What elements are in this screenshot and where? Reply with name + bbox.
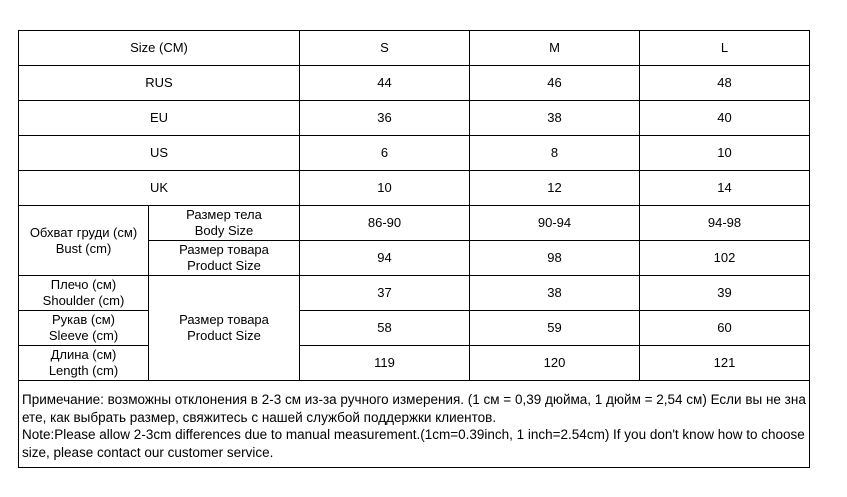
header-size-s: S	[300, 31, 470, 66]
cell-eu-m: 38	[470, 101, 640, 136]
bust-label	[19, 206, 149, 276]
header-size-m: M	[470, 31, 640, 66]
row-label-uk: UK	[19, 171, 300, 206]
table-row-sleeve	[19, 311, 810, 346]
cell-sleeve-l: 60	[640, 311, 810, 346]
table-row-eu	[19, 101, 810, 136]
body-size-label	[149, 206, 300, 241]
length-label	[19, 346, 149, 381]
cell-us-l: 10	[640, 136, 810, 171]
cell-bust-product-m: 98	[470, 241, 640, 276]
table-row-bust-body	[19, 206, 810, 241]
cell-shoulder-l: 39	[640, 276, 810, 311]
garment-product-size-label	[149, 276, 300, 381]
length-label-ru: Длина (см)	[50, 347, 117, 362]
cell-us-s: 6	[300, 136, 470, 171]
table-row-length	[19, 346, 810, 381]
cell-eu-l: 40	[640, 101, 810, 136]
cell-body-l: 94-98	[640, 206, 810, 241]
bust-product-size-label-ru: Размер товара	[179, 242, 269, 257]
shoulder-label-ru: Плечо (см)	[50, 277, 117, 292]
cell-rus-s: 44	[300, 66, 470, 101]
cell-sleeve-s: 58	[300, 311, 470, 346]
cell-bust-product-l: 102	[640, 241, 810, 276]
bust-label-en: Bust (cm)	[55, 240, 112, 256]
cell-length-l: 121	[640, 346, 810, 381]
cell-sleeve-m: 59	[470, 311, 640, 346]
cell-shoulder-s: 37	[300, 276, 470, 311]
cell-eu-s: 36	[300, 101, 470, 136]
garment-product-size-label-ru: Размер товара	[179, 312, 269, 327]
cell-shoulder-m: 38	[470, 276, 640, 311]
sleeve-label	[19, 311, 149, 346]
header-row	[19, 31, 810, 66]
cell-rus-l: 48	[640, 66, 810, 101]
bust-product-size-label-en: Product Size	[187, 258, 261, 273]
length-label-en: Length (cm)	[48, 363, 119, 378]
note-text-en: Note:Please allow 2-3cm differences due to manual measurement.(1cm=0.39inch, 1 inch=2.54cm) If you don't know how to choose size, please contact our customer service.	[22, 427, 805, 460]
shoulder-label	[19, 276, 149, 311]
note-cell	[19, 381, 810, 468]
cell-uk-l: 14	[640, 171, 810, 206]
cell-bust-product-s: 94	[300, 241, 470, 276]
cell-length-s: 119	[300, 346, 470, 381]
cell-rus-m: 46	[470, 66, 640, 101]
garment-product-size-label-en: Product Size	[187, 328, 261, 343]
table-row-us	[19, 136, 810, 171]
sleeve-label-en: Sleeve (cm)	[48, 328, 119, 343]
row-label-eu: EU	[19, 101, 300, 136]
row-label-rus: RUS	[19, 66, 300, 101]
body-size-label-ru: Размер тела	[186, 207, 262, 222]
cell-length-m: 120	[470, 346, 640, 381]
header-size-l: L	[640, 31, 810, 66]
size-chart-table	[18, 30, 810, 468]
header-size-label: Size (CM)	[19, 31, 300, 66]
shoulder-label-en: Shoulder (cm)	[42, 293, 125, 308]
table-row-uk	[19, 171, 810, 206]
cell-uk-m: 12	[470, 171, 640, 206]
table-row-rus	[19, 66, 810, 101]
bust-product-size-label	[149, 241, 300, 276]
body-size-label-en: Body Size	[194, 223, 254, 238]
note-row	[19, 381, 810, 468]
note-text-ru: Примечание: возможны отклонения в 2-3 см из-за ручного измерения. (1 см = 0,39 дюйма, 1 дюйм = 2,54 см) Если вы не знаете, как выбрать размер, свяжитесь с нашей службой поддержки клиентов.	[22, 392, 806, 425]
bust-label-ru: Обхват груди (см)	[29, 224, 138, 240]
cell-us-m: 8	[470, 136, 640, 171]
sleeve-label-ru: Рукав (см)	[52, 312, 115, 327]
cell-uk-s: 10	[300, 171, 470, 206]
cell-body-m: 90-94	[470, 206, 640, 241]
cell-body-s: 86-90	[300, 206, 470, 241]
table-row-shoulder	[19, 276, 810, 311]
row-label-us: US	[19, 136, 300, 171]
